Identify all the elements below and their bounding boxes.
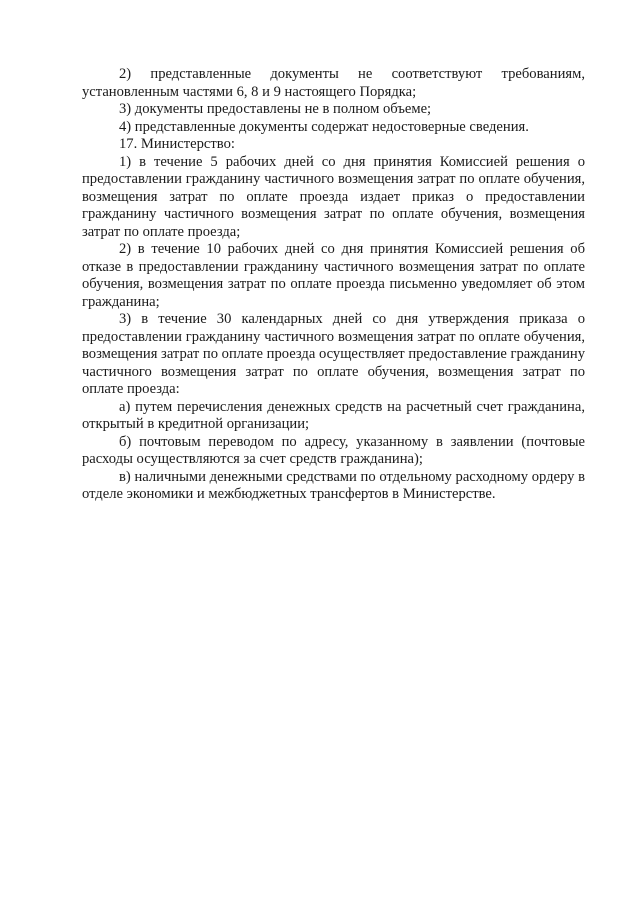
paragraph-item-4: 4) представленные документы содержат недостоверные сведения. [119,118,529,135]
paragraph-item-2: 2) представленные документы не соответствуют требованиям, установленным частями 6, 8 и 9 настоящего Порядка; [82,66,585,100]
paragraph-17-3-v: в) наличными денежными средствами по отдельному расходному ордеру в отделе экономики и межбюджетных трансфертов в Министерстве. [82,468,585,502]
paragraph-17-1: 1) в течение 5 рабочих дней со дня принятия Комиссией решения о предоставлении гражданину частичного возмещения затрат по оплате обучения, возмещения затрат по оплате проезда издает приказ о предоставлении гражданину частичного возмещения затрат по оплате обучения, возмещения затрат по оплате проезда; [82,153,585,240]
paragraph-17-3-a: а) путем перечисления денежных средств на расчетный счет гражданина, открытый в кредитной организации; [82,398,585,432]
document-body [82,66,585,504]
paragraph-17-3: 3) в течение 30 календарных дней со дня утверждения приказа о предоставлении гражданину частичного возмещения затрат по оплате обучения, возмещения затрат по оплате проезда осуществляет предоставление гражданину частичного возмещения затрат по оплате обучения, возмещения затрат по оплате проезда: [82,311,585,397]
paragraph-item-3: 3) документы предоставлены не в полном объеме; [119,101,432,117]
paragraph-17-2: 2) в течение 10 рабочих дней со дня принятия Комиссией решения об отказе в предоставлении гражданину частичного возмещения затрат по оплате обучения, возмещения затрат по оплате проезда письменно уведомляет об этом гражданина; [82,241,585,310]
paragraph-17-3-b: б) почтовым переводом по адресу, указанному в заявлении (почтовые расходы осуществляются за счет средств гражданина); [82,433,585,467]
section-17-heading: 17. Министерство: [119,136,235,152]
